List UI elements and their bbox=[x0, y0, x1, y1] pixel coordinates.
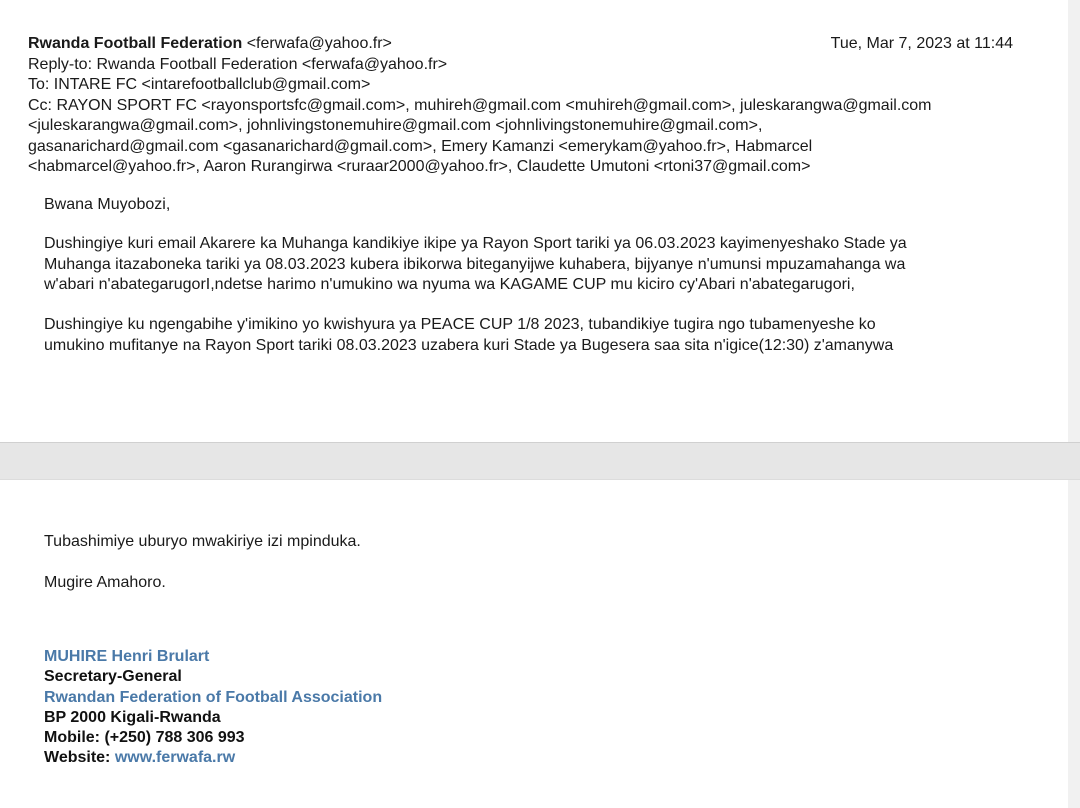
cc-line-1: Cc: RAYON SPORT FC <rayonsportsfc@gmail.com>, muhireh@gmail.com <muhireh@gmail.com>, juleskarangwa@gmail.com bbox=[28, 96, 932, 114]
sender-email[interactable]: <ferwafa@yahoo.fr> bbox=[246, 35, 392, 52]
body-paragraph-1 bbox=[44, 234, 1004, 296]
body-paragraph-2 bbox=[44, 315, 1004, 356]
paragraph-line: Dushingiye kuri email Akarere ka Muhanga kandikiye ikipe ya Rayon Sport tariki ya 06.03.2023 kayimenyeshako Stade ya bbox=[44, 235, 907, 252]
paragraph-line: umukino mufitanye na Rayon Sport tariki 08.03.2023 uzabera kuri Stade ya Bugesera saa sita n'igice(12:30) z'amanywa bbox=[44, 336, 894, 354]
website-link[interactable]: www.ferwafa.rw bbox=[114, 749, 236, 767]
greeting: Bwana Muyobozi, bbox=[44, 196, 171, 213]
to-line: To: INTARE FC <intarefootballclub@gmail.com> bbox=[28, 76, 371, 93]
cc-line-2: <juleskarangwa@gmail.com>, johnlivingstonemuhire@gmail.com <johnlivingstonemuhire@gmail.com>, bbox=[28, 117, 763, 134]
page-separator bbox=[0, 442, 1080, 480]
closing-regards: Mugire Amahoro. bbox=[44, 574, 166, 591]
separator-edge-top bbox=[0, 442, 1080, 443]
reply-to-line: Reply-to: Rwanda Football Federation <ferwafa@yahoo.fr> bbox=[28, 55, 448, 73]
scroll-gutter-bottom bbox=[1068, 480, 1080, 808]
signature-block bbox=[44, 647, 382, 769]
signature-mobile: Mobile: (+250) 788 306 993 bbox=[44, 729, 245, 747]
signature-address: BP 2000 Kigali-Rwanda bbox=[44, 708, 221, 726]
signature-title: Secretary-General bbox=[44, 668, 182, 686]
paragraph-line: Muhanga itazaboneka tariki ya 08.03.2023 kubera ibikorwa biteganyijwe kuhabera, bijyanye n'umunsi mpuzamahanga wa bbox=[44, 255, 906, 273]
sender-name[interactable]: Rwanda Football Federation bbox=[28, 35, 243, 52]
scroll-gutter bbox=[1068, 0, 1080, 442]
closing-thanks: Tubashimiye uburyo mwakiriye izi mpinduka. bbox=[44, 533, 361, 550]
signature-website-line bbox=[44, 748, 382, 768]
paragraph-line: Dushingiye ku ngengabihe y'imikino yo kwishyura ya PEACE CUP 1/8 2023, tubandikiye tugira ngo tubamenyeshe ko bbox=[44, 316, 876, 333]
paragraph-line: w'abari n'abategarugorI,ndetse harimo n'umukino wa nyuma wa KAGAME CUP mu kiciro cy'Abari n'abategarugori, bbox=[44, 276, 855, 293]
website-label: Website: bbox=[44, 749, 115, 767]
signature-org: Rwandan Federation of Football Association bbox=[44, 688, 383, 706]
signature-name: MUHIRE Henri Brulart bbox=[44, 648, 210, 665]
email-date: Tue, Mar 7, 2023 at 11:44 bbox=[830, 35, 1013, 52]
email-header bbox=[28, 34, 1013, 178]
cc-line-3: gasanarichard@gmail.com <gasanarichard@gmail.com>, Emery Kamanzi <emerykam@yahoo.fr>, Habmarcel bbox=[28, 137, 813, 155]
cc-line-4: <habmarcel@yahoo.fr>, Aaron Rurangirwa <ruraar2000@yahoo.fr>, Claudette Umutoni <rtoni37@gmail.com> bbox=[28, 158, 811, 175]
